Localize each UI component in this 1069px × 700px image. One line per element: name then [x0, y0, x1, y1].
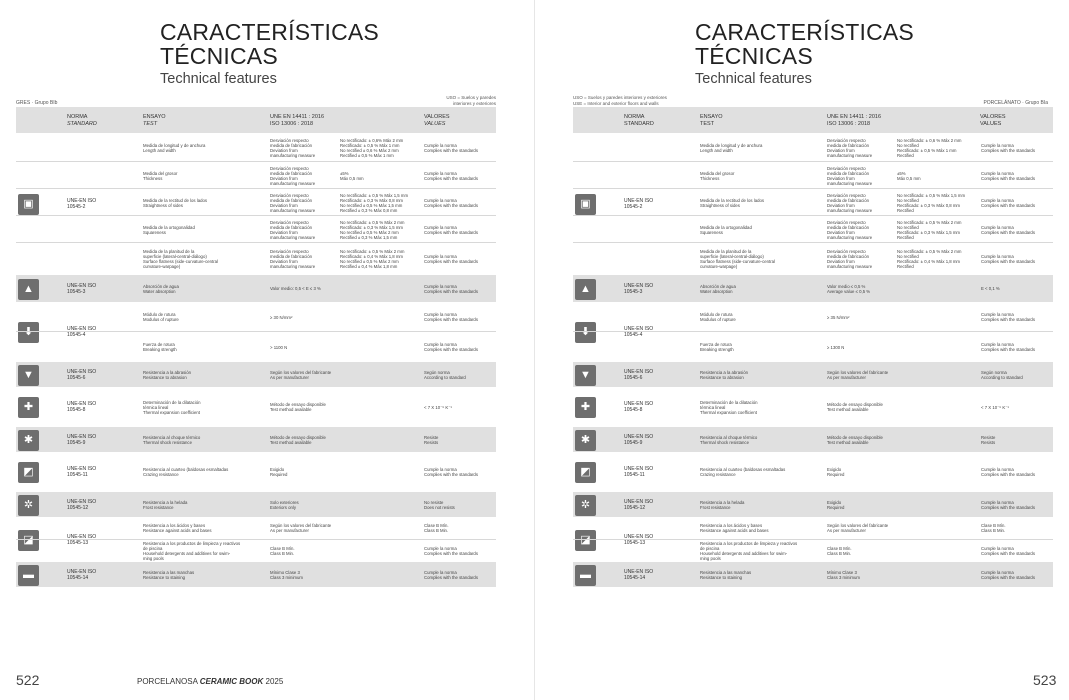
- legend-line-1: USO = Suelos y paredes interiores y exteriores: [573, 95, 667, 100]
- test-cell: Resistencia a la helada Frost resistance: [143, 499, 188, 510]
- test-cell: Absorción de agua Water absorption: [143, 283, 179, 294]
- title-line-1: CARACTERÍSTICAS: [160, 19, 379, 45]
- stain-resistance-icon: ▬: [18, 565, 39, 586]
- spec-cell: No rectificado: ± 0,6% Máx 2 mm Rectificado: ± 0,5 % Máx 1 mm No rectified ± 0,6 % Máx 2 mm Rectified ± 0,5 % Máx 1 mm: [340, 137, 404, 158]
- val-cell: Cumple la norma Complies with the standards: [981, 569, 1035, 580]
- weight-arrow-icon: ⬇: [18, 322, 39, 343]
- water-drops-icon: ▲: [575, 279, 596, 300]
- header-norma-es: NORMA: [67, 114, 88, 120]
- val-cell: Cumple la norma Complies with the standards: [981, 467, 1035, 477]
- thermal-expansion-icon: ✚: [18, 397, 39, 418]
- val-cell: Cumple la norma Complies with the standards: [424, 254, 478, 264]
- table-row: [16, 562, 496, 587]
- test-cell: Módulo de rotura Modulus of rupture: [143, 312, 179, 322]
- val-cell: Según norma According to standard: [981, 369, 1023, 380]
- req-cell: Desviación respecto medida de fabricación Deviation from manufacturing measure: [827, 249, 873, 269]
- test-subrow: [573, 216, 1053, 243]
- header-ensayo-es: ENSAYO: [143, 114, 166, 120]
- spec-cell: ±5% Máx 0,5 mm: [340, 170, 364, 181]
- req-cell: Valor medio: 0,5 < E ≤ 3 %: [270, 286, 321, 291]
- req-cell: Mínimo Clase 3 Class 3 minimum: [827, 569, 860, 580]
- val-cell: Cumple la norma Complies with the standards: [981, 170, 1035, 181]
- test-cell: Medida de longitud y de anchura Length and width: [700, 142, 763, 153]
- norma-cell: UNE-EN ISO 10545-13: [67, 533, 97, 546]
- test-cell: Resistencia al cuarteo (baldosas esmaltadas Crazing resistance: [143, 467, 229, 477]
- test-subrow: [573, 302, 1053, 332]
- test-cell: Medida de la rectitud de los lados Straightness of sides: [700, 197, 765, 208]
- val-cell: Cumple la norma Complies with the standards: [424, 312, 478, 322]
- table-row: [16, 302, 496, 362]
- page-title: [160, 20, 379, 68]
- header-norma-es: NORMA: [624, 114, 645, 120]
- header-une: [827, 114, 881, 128]
- header-valores-en: VALUES: [980, 121, 1002, 127]
- req-cell: Desviación respecto medida de fabricación Deviation from manufacturing measure: [270, 249, 316, 269]
- test-subrow: [573, 517, 1053, 540]
- test-cell: Medida del grosor Thickness: [700, 170, 735, 181]
- header-norma-en: STANDARD: [67, 121, 97, 127]
- val-cell: Cumple la norma Complies with the standards: [424, 467, 478, 477]
- test-cell: Determinación de la dilatación térmica lineal Thermal expansion coefficient: [143, 399, 201, 415]
- req-cell: Valor medio ≤ 0,5 % Average value ≤ 0,5 %: [827, 283, 871, 294]
- weight-arrow-icon: ⬇: [575, 322, 596, 343]
- test-subrow: [16, 216, 496, 243]
- val-cell: Clase B Mín. Class B Min.: [981, 523, 1006, 534]
- req-cell: Según los valores del fabricante As per manufacturer: [270, 369, 332, 380]
- header-norma-en: STANDARD: [624, 121, 654, 127]
- legend-line-2: USE = Interior and exterior floors and walls: [573, 101, 659, 106]
- val-cell: Resiste Resists: [424, 434, 439, 445]
- header-norma: [624, 114, 654, 128]
- chemical-resistance-icon: ◪: [18, 530, 39, 551]
- test-cell: Medida de la planitud de la superficie (lateral-central-diálogo) Surface flatness (side-curvature-central curvature-warpage): [143, 249, 218, 269]
- test-cell: Determinación de la dilatación térmica lineal Thermal expansion coefficient: [700, 399, 758, 415]
- brand-book: CERAMIC BOOK: [199, 677, 264, 686]
- table-row: [573, 517, 1053, 562]
- val-cell: E < 0,1 %: [981, 286, 1000, 291]
- test-cell: Medida de la ortogonalidad Squareness: [700, 224, 752, 235]
- req-cell: > 1100 N: [270, 344, 288, 350]
- test-cell: Resistencia a la helada Frost resistance: [700, 499, 745, 510]
- norma-cell: UNE-EN ISO 10545-11: [624, 466, 654, 478]
- test-cell: Medida de la ortogonalidad Squareness: [143, 224, 195, 235]
- thermal-shock-icon: ✱: [575, 430, 596, 451]
- table-row: [573, 387, 1053, 427]
- val-cell: Cumple la norma Complies with the standards: [424, 342, 478, 352]
- abrasion-icon: ▼: [575, 365, 596, 386]
- test-subrow: [573, 243, 1053, 275]
- test-cell: Fuerza de rotura Breaking strength: [143, 342, 177, 352]
- req-cell: Solo exteriores Exteriors only: [270, 499, 299, 510]
- norma-cell: UNE-EN ISO 10545-6: [67, 368, 97, 381]
- req-cell: Exigido Required: [827, 467, 845, 477]
- header-iso-line: ISO 13006 : 2018: [827, 121, 871, 127]
- header-norma: [67, 114, 97, 128]
- group-label: PORCELÁNATO · Grupo BIa: [983, 100, 1048, 106]
- header-ensayo: [143, 114, 166, 128]
- spec-cell: ±5% Máx 0,5 mm: [897, 170, 921, 181]
- val-cell: Cumple la norma Complies with the standards: [981, 142, 1035, 153]
- spec-cell: No rectificado: ± 0,5 % Máx 2 mm No rectified Rectificado: ± 0,4 % Máx 1,8 mm Rectified: [897, 249, 962, 269]
- test-cell: Resistencia a la abrasión Resistance to abrasion: [143, 369, 192, 380]
- val-cell: Cumple la norma Complies with the standards: [981, 312, 1035, 322]
- val-cell: Cumple la norma Complies with the standards: [981, 254, 1035, 264]
- spec-cell: No rectificado: ± 0,5 % Máx 1,5 mm No rectified Rectificado: ± 0,3 % Máx 0,8 mm Rectified: [897, 192, 966, 213]
- table-row: [573, 275, 1053, 302]
- test-cell: Resistencia a los productos de limpieza y reactivos de piscina Household detergents and additives for swim- ming pools: [700, 540, 798, 561]
- req-cell: Exigido Required: [827, 499, 845, 510]
- req-cell: ≥ 35 N/mm²: [827, 314, 850, 320]
- req-cell: Según los valores del fabricante As per manufacturer: [827, 369, 889, 380]
- test-cell: Resistencia a los ácidos y bases Resistance against acids and bases: [700, 523, 769, 534]
- test-subrow: [16, 387, 496, 427]
- test-cell: Medida de la rectitud de los lados Straightness of sides: [143, 197, 208, 208]
- val-cell: No resiste Does not resists: [424, 499, 455, 510]
- val-cell: Cumple la norma Complies with the standards: [981, 224, 1035, 235]
- header-ensayo-en: TEST: [143, 121, 158, 127]
- test-subrow: [573, 275, 1053, 302]
- table-row: [16, 133, 496, 275]
- table-row: [573, 427, 1053, 452]
- test-subrow: [16, 133, 496, 162]
- table-row: [16, 275, 496, 302]
- header-valores-en: VALUES: [424, 121, 446, 127]
- title-line-2: TÉCNICAS: [695, 43, 813, 69]
- test-subrow: [16, 427, 496, 452]
- table-header: [16, 107, 496, 133]
- val-cell: Cumple la norma Complies with the standards: [424, 142, 478, 153]
- test-subrow: [16, 189, 496, 216]
- frost-icon: ✲: [575, 495, 596, 516]
- test-subrow: [16, 517, 496, 540]
- test-subrow: [573, 387, 1053, 427]
- header-valores: [980, 114, 1006, 128]
- test-subrow: [573, 492, 1053, 517]
- group-label: GRES · Grupo BIb: [16, 100, 58, 106]
- test-subrow: [16, 540, 496, 563]
- val-cell: < 7 X 10⁻⁶ K⁻¹: [981, 404, 1009, 410]
- test-cell: Fuerza de rotura Breaking strength: [700, 342, 734, 352]
- req-cell: Desviación respecto medida de fabricación Deviation from manufacturing measure: [270, 192, 316, 213]
- test-subrow: [16, 332, 496, 362]
- header-valores-es: VALORES: [424, 114, 450, 120]
- test-cell: Resistencia a las manchas Resistance to staining: [700, 569, 752, 580]
- req-cell: Desviación respecto medida de fabricación Deviation from manufacturing measure: [827, 137, 873, 158]
- header-ensayo: [700, 114, 723, 128]
- norma-cell: UNE-EN ISO 10545-2: [67, 198, 97, 210]
- spec-cell: No rectificado: ± 0,6 % Máx 2 mm No rectified Rectificado: ± 0,5 % Máx 1 mm Rectified: [897, 137, 962, 158]
- req-cell: ≥ 30 N/mm²: [270, 314, 293, 320]
- test-cell: Resistencia a la abrasión Resistance to abrasion: [700, 369, 749, 380]
- val-cell: Clase B Mín. Class B Min.: [424, 523, 449, 534]
- val-cell: Cumple la norma Complies with the standards: [424, 170, 478, 181]
- test-subrow: [16, 452, 496, 492]
- test-cell: Resistencia al choque térmico Thermal shock resistance: [143, 434, 201, 445]
- req-cell: Método de ensayo disponible Test method available: [827, 402, 883, 412]
- table-row: [573, 492, 1053, 517]
- table-row: [573, 302, 1053, 362]
- test-subrow: [573, 362, 1053, 387]
- val-cell: Cumple la norma Complies with the standards: [424, 283, 478, 294]
- req-cell: Exigido Required: [270, 467, 288, 477]
- table-row: [573, 362, 1053, 387]
- test-cell: Resistencia a las manchas Resistance to staining: [143, 569, 195, 580]
- norma-cell: UNE-EN ISO 10545-8: [67, 401, 97, 413]
- crazing-icon: ◩: [18, 462, 39, 483]
- header-valores: [424, 114, 450, 128]
- req-cell: Desviación respecto medida de fabricación Deviation from manufacturing measure: [270, 137, 316, 158]
- left-page: [0, 0, 534, 700]
- frost-icon: ✲: [18, 495, 39, 516]
- test-cell: Resistencia al choque térmico Thermal shock resistance: [700, 434, 758, 445]
- test-subrow: [573, 133, 1053, 162]
- req-cell: Método de ensayo disponible Test method available: [270, 402, 326, 412]
- thermal-expansion-icon: ✚: [575, 397, 596, 418]
- val-cell: Cumple la norma Complies with the standards: [981, 499, 1035, 510]
- abrasion-icon: ▼: [18, 365, 39, 386]
- dimension-frame-icon: ▣: [575, 194, 596, 215]
- spec-cell: No rectificado: ± 0,5 % Máx 1,5 mm Rectificado: ± 0,3 % Máx 0,8 mm No rectified ± 0,5 % Máx 1,5 mm Rectified ± 0,3 % Máx 0,8 mm: [340, 192, 409, 213]
- val-cell: Cumple la norma Complies with the standards: [424, 224, 478, 235]
- norma-cell: UNE-EN ISO 10545-3: [67, 282, 97, 295]
- table-row: [573, 133, 1053, 275]
- test-subrow: [573, 562, 1053, 587]
- header-iso-line: ISO 13006 : 2018: [270, 121, 314, 127]
- req-cell: Desviación respecto medida de fabricación Deviation from manufacturing measure: [827, 219, 873, 240]
- table-row: [16, 362, 496, 387]
- req-cell: Desviación respecto medida de fabricación Deviation from manufacturing measure: [827, 165, 873, 186]
- norma-cell: UNE-EN ISO 10545-8: [624, 401, 654, 413]
- header-une: [270, 114, 324, 128]
- table-row: [16, 492, 496, 517]
- test-cell: Medida de longitud y de anchura Length and width: [143, 142, 206, 153]
- val-cell: Según norma According to standard: [424, 369, 466, 380]
- val-cell: < 7 X 10⁻⁶ K⁻¹: [424, 404, 452, 410]
- spec-cell: No rectificado: ± 0,5 % Máx 2 mm No rectified Rectificado: ± 0,3 % Máx 1,5 mm Rectified: [897, 219, 962, 240]
- header-valores-es: VALORES: [980, 114, 1006, 120]
- chemical-resistance-icon: ◪: [575, 530, 596, 551]
- val-cell: Cumple la norma Complies with the standards: [424, 197, 478, 208]
- thermal-shock-icon: ✱: [18, 430, 39, 451]
- norma-cell: UNE-EN ISO 10545-12: [624, 498, 654, 511]
- water-drops-icon: ▲: [18, 279, 39, 300]
- norma-cell: UNE-EN ISO 10545-13: [624, 533, 654, 546]
- crazing-icon: ◩: [575, 462, 596, 483]
- header-une-line: UNE EN 14411 : 2016: [827, 114, 882, 120]
- val-cell: Cumple la norma Complies with the standards: [981, 545, 1035, 556]
- title-line-2: TÉCNICAS: [160, 43, 278, 69]
- norma-cell: UNE-EN ISO 10545-12: [67, 498, 97, 511]
- req-cell: Clase B Mín. Class B Min.: [270, 545, 295, 556]
- norma-cell: UNE-EN ISO 10545-4: [67, 326, 97, 338]
- val-cell: Resiste Resists: [981, 434, 996, 445]
- page-number: 522: [16, 672, 40, 688]
- table-row: [573, 452, 1053, 492]
- test-subrow: [16, 302, 496, 332]
- right-page: [535, 0, 1069, 700]
- test-subrow: [16, 362, 496, 387]
- table-row: [573, 562, 1053, 587]
- test-cell: Resistencia a los productos de limpieza y reactivos de piscina Household detergents and additives for swim- ming pools: [143, 540, 241, 561]
- test-cell: Medida del grosor Thickness: [143, 170, 178, 181]
- test-subrow: [573, 162, 1053, 189]
- norma-cell: UNE-EN ISO 10545-14: [624, 568, 654, 581]
- test-subrow: [573, 427, 1053, 452]
- header-ensayo-es: ENSAYO: [700, 114, 723, 120]
- header-une-line: UNE EN 14411 : 2016: [270, 114, 325, 120]
- brand-year: 2025: [265, 677, 284, 686]
- page-number: 523: [1033, 672, 1057, 688]
- test-cell: Absorción de agua Water absorption: [700, 283, 736, 294]
- brand-name: PORCELANOSA: [137, 677, 198, 686]
- page-subtitle: Technical features: [160, 71, 277, 87]
- page-subtitle: Technical features: [695, 71, 812, 87]
- stain-resistance-icon: ▬: [575, 565, 596, 586]
- table-row: [16, 427, 496, 452]
- req-cell: Desviación respecto medida de fabricación Deviation from manufacturing measure: [270, 165, 316, 186]
- req-cell: Mínimo Clase 3 Class 3 minimum: [270, 569, 303, 580]
- test-subrow: [573, 332, 1053, 362]
- table-row: [16, 452, 496, 492]
- val-cell: Cumple la norma Complies with the standards: [981, 342, 1035, 352]
- req-cell: Desviación respecto medida de fabricación Deviation from manufacturing measure: [827, 192, 873, 213]
- test-subrow: [16, 162, 496, 189]
- req-cell: Método de ensayo disponible Test method available: [270, 434, 326, 445]
- test-subrow: [16, 243, 496, 275]
- test-subrow: [16, 562, 496, 587]
- test-cell: Medida de la planitud de la superficie (lateral-central-diálogo) Surface flatness (side-curvature-central curvature-warpage): [700, 249, 775, 269]
- test-subrow: [573, 540, 1053, 563]
- page-title: [695, 20, 914, 68]
- test-subrow: [16, 492, 496, 517]
- legend-line-1: USO = Suelos y paredes interiores y exteriores: [446, 95, 496, 106]
- req-cell: Según los valores del fabricante As per manufacturer: [827, 523, 889, 534]
- spec-cell: No rectificado: ± 0,5 % Máx 2 mm Rectificado: ± 0,3 % Máx 1,5 mm No rectified ± 0,5 % Máx 2 mm Rectified ± 0,3 % Máx 1,5 mm: [340, 219, 405, 240]
- use-legend: [573, 95, 667, 107]
- req-cell: Clase B Mín. Class B Min.: [827, 545, 852, 556]
- test-subrow: [573, 189, 1053, 216]
- norma-cell: UNE-EN ISO 10545-3: [624, 282, 654, 295]
- val-cell: Cumple la norma Complies with the standards: [981, 197, 1035, 208]
- table-row: [16, 517, 496, 562]
- req-cell: Según los valores del fabricante As per manufacturer: [270, 523, 332, 534]
- test-subrow: [16, 275, 496, 302]
- req-cell: ≥ 1300 N: [827, 344, 845, 350]
- test-subrow: [573, 452, 1053, 492]
- norma-cell: UNE-EN ISO 10545-2: [624, 198, 654, 210]
- norma-cell: UNE-EN ISO 10545-6: [624, 368, 654, 381]
- spec-cell: No rectificado: ± 0,5 % Máx 2 mm Rectificado: ± 0,4 % Máx 1,8 mm No rectified ± 0,5 % Máx 2 mm Rectified ± 0,4 % Máx 1,8 mm: [340, 249, 405, 269]
- norma-cell: UNE-EN ISO 10545-11: [67, 466, 97, 478]
- req-cell: Desviación respecto medida de fabricación Deviation from manufacturing measure: [270, 219, 316, 240]
- norma-cell: UNE-EN ISO 10545-4: [624, 326, 654, 338]
- test-cell: Resistencia a los ácidos y bases Resistance against acids and bases: [143, 523, 212, 534]
- title-line-1: CARACTERÍSTICAS: [695, 19, 914, 45]
- norma-cell: UNE-EN ISO 10545-9: [67, 433, 97, 446]
- test-cell: Módulo de rotura Modulus of rupture: [700, 312, 736, 322]
- test-cell: Resistencia al cuarteo (baldosas esmaltadas Crazing resistance: [700, 467, 786, 477]
- val-cell: Cumple la norma Complies with the standards: [424, 545, 478, 556]
- val-cell: Cumple la norma Complies with the standards: [424, 569, 478, 580]
- norma-cell: UNE-EN ISO 10545-9: [624, 433, 654, 446]
- brand-footer: [137, 677, 283, 686]
- dimension-frame-icon: ▣: [18, 194, 39, 215]
- norma-cell: UNE-EN ISO 10545-14: [67, 568, 97, 581]
- table-row: [16, 387, 496, 427]
- table-header: [573, 107, 1053, 133]
- req-cell: Método de ensayo disponible Test method available: [827, 434, 883, 445]
- header-ensayo-en: TEST: [700, 121, 715, 127]
